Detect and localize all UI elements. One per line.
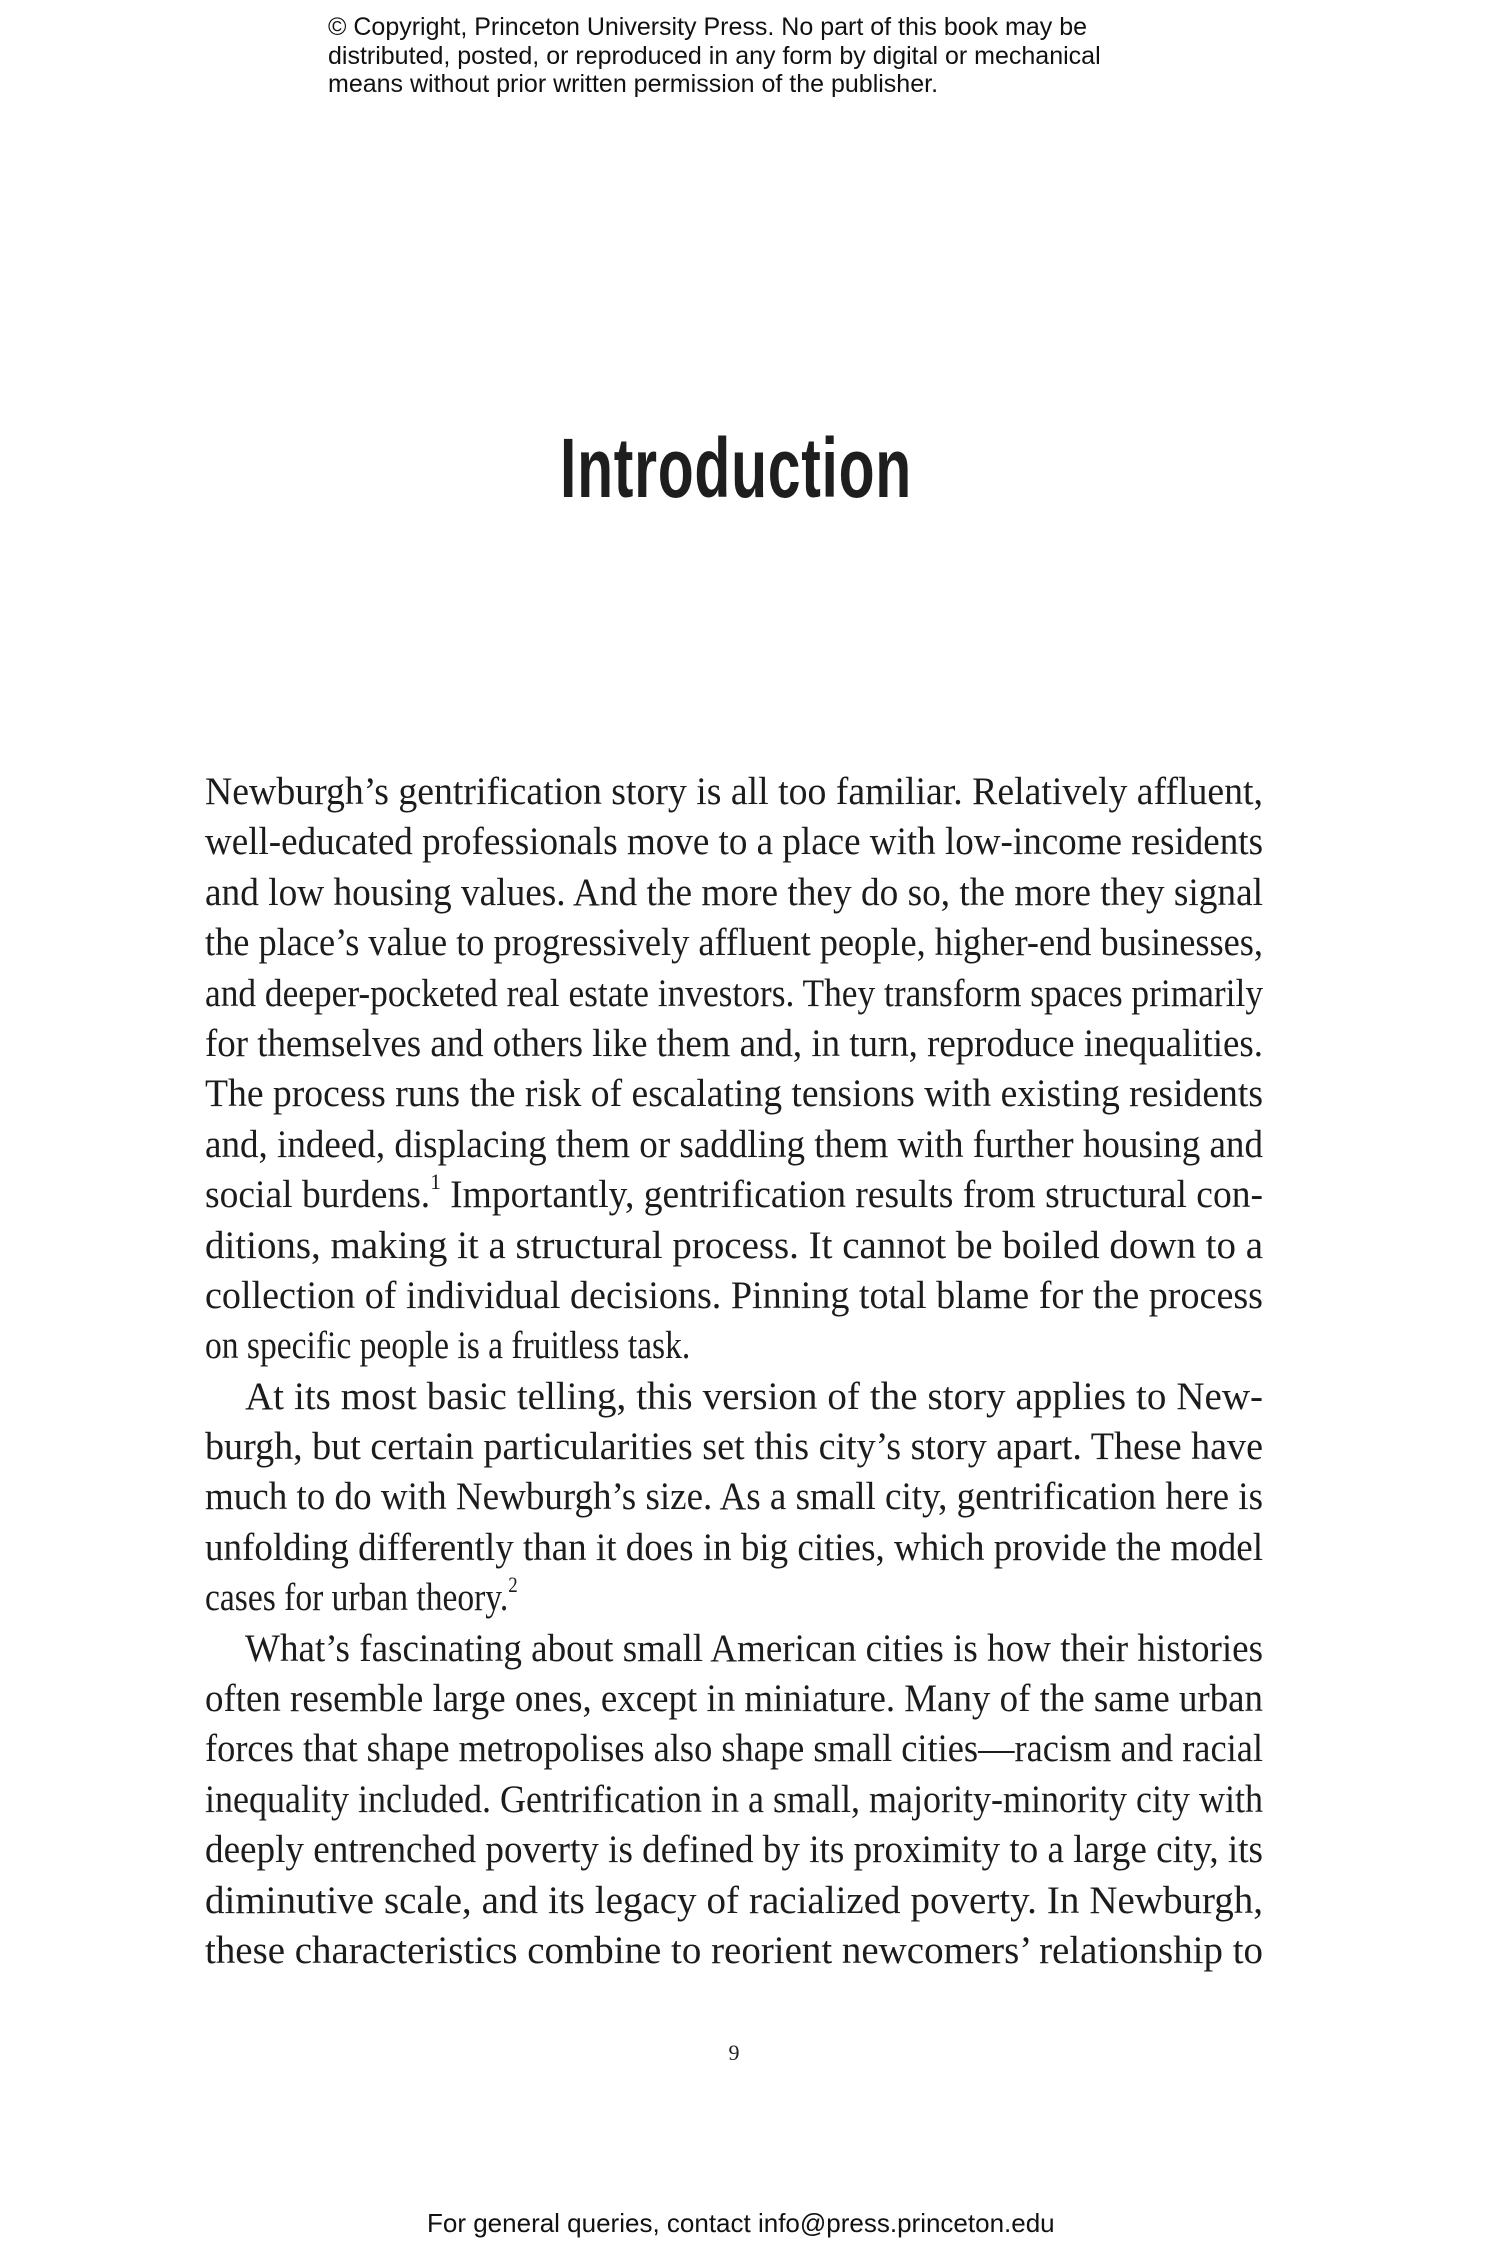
body-line: [205, 1321, 1263, 1371]
body-line: [205, 1271, 1263, 1321]
line-text: forces that shape metropolises also shape small cities—racism and racial: [205, 1727, 1263, 1771]
body-line: [205, 1120, 1263, 1170]
body-line: [205, 1221, 1263, 1271]
body-line-text: [205, 1069, 1263, 1119]
line-text: deeply entrenched poverty is defined by its proximity to a large city, its: [205, 1828, 1263, 1872]
paragraph-first-line: [205, 1372, 1263, 1422]
body-line-text: [205, 969, 1263, 1019]
body-line: [205, 969, 1263, 1019]
body-line-text: [205, 1120, 1263, 1170]
body-line-text: [205, 1523, 1263, 1573]
body-line: [205, 1523, 1263, 1573]
line-text: social burdens.: [205, 1173, 431, 1217]
body-line-text: [245, 1372, 1263, 1422]
copyright-line: means without prior written permission of the publisher.: [328, 70, 939, 98]
body-line: [205, 1573, 1263, 1623]
line-text: well-educated professionals move to a place with low-income residents: [205, 820, 1263, 864]
line-text: and low housing values. And the more they do so, the more they signal: [205, 870, 1263, 914]
line-text: much to do with Newburgh’s size. As a small city, gentrification here is: [205, 1475, 1263, 1519]
body-line-text: [205, 1573, 518, 1623]
line-text: for themselves and others like them and, in turn, reproduce inequalities.: [205, 1021, 1263, 1065]
body-line: [205, 1069, 1263, 1119]
body-line: [205, 1422, 1263, 1472]
body-line-text: [205, 1674, 1263, 1724]
line-text: burgh, but certain particularities set this city’s story apart. These have: [205, 1425, 1263, 1469]
body-line: [205, 1472, 1263, 1522]
paragraph-first-line: [205, 1624, 1263, 1674]
footer-contact: For general queries, contact info@press.princeton.edu: [427, 2208, 1055, 2238]
body-line: [205, 1674, 1263, 1724]
body-line-text: [205, 1472, 1263, 1522]
body-line: [205, 767, 1263, 817]
line-text: The process runs the risk of escalating tensions with existing residents: [205, 1072, 1263, 1116]
body-line: [205, 817, 1263, 867]
line-text: unfolding differently than it does in big cities, which provide the model: [205, 1525, 1263, 1569]
line-text: cases for urban theory.: [205, 1576, 509, 1620]
body-line: [205, 918, 1263, 968]
body-line: [205, 1019, 1263, 1069]
body-line: [205, 1724, 1263, 1774]
body-line: [205, 1775, 1263, 1825]
body-line-text: [205, 1775, 1263, 1825]
body-line: [205, 1170, 1263, 1220]
line-text: these characteristics combine to reorient newcomers’ relationship to: [205, 1928, 1263, 1972]
line-text: the place’s value to progressively affluent people, higher-end businesses,: [205, 921, 1263, 965]
body-line-text: [205, 767, 1263, 817]
body-line-text: [205, 1221, 1263, 1271]
line-text: What’s fascinating about small American cities is how their histories: [245, 1626, 1263, 1670]
body-line-text: [205, 1170, 1263, 1220]
line-text: and, indeed, displacing them or saddling them with further housing and: [205, 1122, 1263, 1166]
body-line-text: [205, 1321, 690, 1371]
body-line-text: [205, 1926, 1263, 1976]
line-text: often resemble large ones, except in miniature. Many of the same urban: [205, 1677, 1263, 1721]
chapter-title: Introduction: [560, 421, 912, 515]
line-text: collection of individual decisions. Pinning total blame for the process: [205, 1273, 1263, 1317]
body-line-text: [245, 1624, 1263, 1674]
body-line-text: [205, 1876, 1263, 1926]
body-line: [205, 1876, 1263, 1926]
line-text: At its most basic telling, this version of the story applies to New-: [245, 1374, 1263, 1418]
body-line-text: [205, 918, 1263, 968]
copyright-notice: [328, 13, 1188, 99]
line-text: and deeper-pocketed real estate investors. They transform spaces primarily: [205, 971, 1263, 1015]
copyright-line: © Copyright, Princeton University Press. No part of this book may be: [328, 13, 1088, 41]
copyright-line: distributed, posted, or reproduced in any form by digital or mechanical: [328, 41, 1101, 70]
body-line: [205, 1825, 1263, 1875]
body-line-text: [205, 1724, 1263, 1774]
body-line-text: [205, 1019, 1263, 1069]
body-text: [205, 767, 1263, 1976]
line-text: inequality included. Gentrification in a small, majority-minority city with: [205, 1777, 1263, 1821]
line-text: Newburgh’s gentrification story is all too familiar. Relatively affluent,: [205, 770, 1263, 813]
line-text: Importantly, gentrification results from structural con-: [440, 1173, 1263, 1217]
line-text: ditions, making it a structural process. It cannot be boiled down to a: [205, 1223, 1263, 1267]
body-line-text: [205, 1271, 1263, 1321]
body-line-text: [205, 868, 1263, 918]
line-text: diminutive scale, and its legacy of racialized poverty. In Newburgh,: [205, 1878, 1263, 1922]
footnote-marker[interactable]: 2: [508, 1572, 518, 1598]
body-line: [205, 868, 1263, 918]
body-line-text: [205, 1825, 1263, 1875]
body-line-text: [205, 1422, 1263, 1472]
line-text: on specific people is a fruitless task.: [205, 1324, 691, 1368]
page-number: 9: [728, 2040, 740, 2065]
footnote-marker[interactable]: 1: [430, 1169, 441, 1195]
body-line: [205, 1926, 1263, 1976]
body-line-text: [205, 817, 1263, 867]
